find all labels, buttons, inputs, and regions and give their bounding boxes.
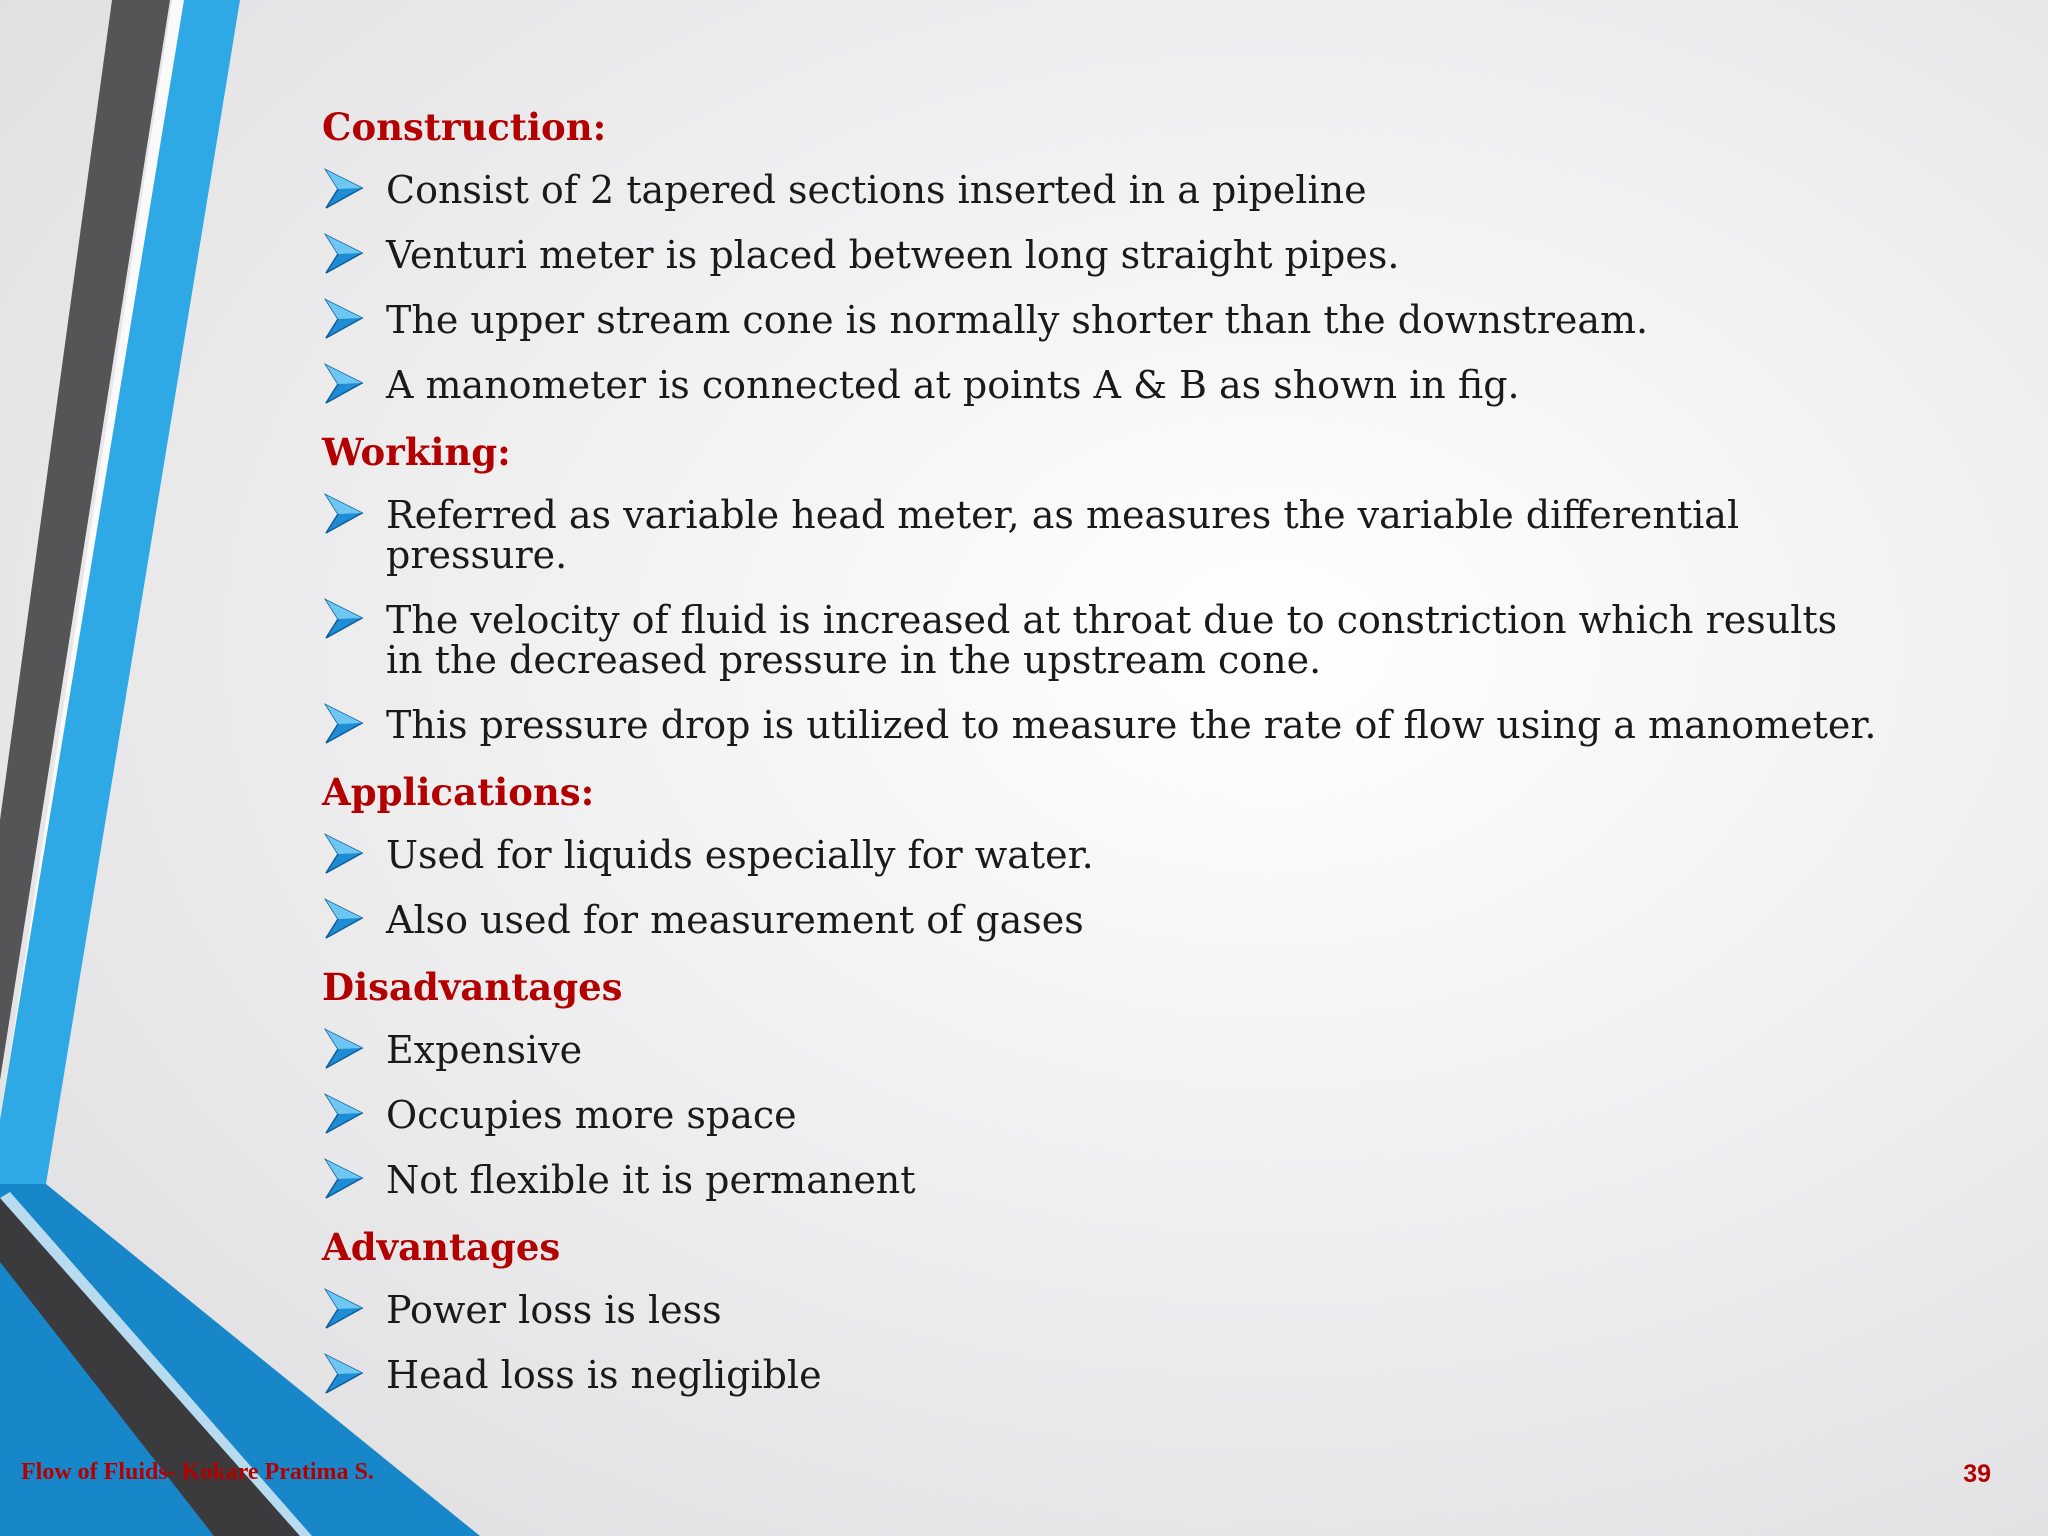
bullet-text: This pressure drop is utilized to measure the rate of flow using a manometer. (386, 703, 1877, 747)
arrow-bullet-icon (324, 298, 364, 340)
bullet-item (322, 490, 1882, 584)
bullet-item (322, 595, 1882, 689)
bullet-item (322, 1285, 1882, 1339)
arrow-bullet-icon (324, 168, 364, 210)
bullet-item (322, 830, 1882, 884)
section-heading: Applications: (322, 770, 595, 814)
bullet-text: Occupies more space (386, 1093, 797, 1137)
section-heading: Disadvantages (322, 965, 623, 1009)
bullet-text: Not flexible it is permanent (386, 1158, 916, 1202)
bullet-text: Consist of 2 tapered sections inserted in a pipeline (386, 168, 1367, 212)
section-heading: Working: (322, 430, 511, 474)
bullet-text: Head loss is negligible (386, 1353, 822, 1397)
arrow-bullet-icon (324, 1288, 364, 1330)
arrow-bullet-icon (324, 703, 364, 745)
bullet-text: Referred as variable head meter, as measures the variable differential pressure. (386, 493, 1740, 577)
bullet-item (322, 895, 1882, 949)
bullet-text: Power loss is less (386, 1288, 722, 1332)
bullet-item (322, 165, 1882, 219)
bullet-item (322, 360, 1882, 414)
bullet-item (322, 1155, 1882, 1209)
bullet-text: Used for liquids especially for water. (386, 833, 1094, 877)
arrow-bullet-icon (324, 363, 364, 405)
bullet-item (322, 295, 1882, 349)
bullet-item (322, 700, 1882, 754)
arrow-bullet-icon (324, 1158, 364, 1200)
arrow-bullet-icon (324, 493, 364, 535)
bullet-text: Venturi meter is placed between long straight pipes. (386, 233, 1400, 277)
bullet-text: Also used for measurement of gases (386, 898, 1084, 942)
bullet-item (322, 1350, 1882, 1404)
section-heading: Advantages (322, 1225, 561, 1269)
bullet-item (322, 1025, 1882, 1079)
section-heading: Construction: (322, 105, 607, 149)
bullet-item (322, 230, 1882, 284)
arrow-bullet-icon (324, 833, 364, 875)
bullet-text: The upper stream cone is normally shorter than the downstream. (386, 298, 1649, 342)
arrow-bullet-icon (324, 898, 364, 940)
bullet-item (322, 1090, 1882, 1144)
slide-content (322, 100, 1882, 1415)
arrow-bullet-icon (324, 598, 364, 640)
arrow-bullet-icon (324, 1028, 364, 1070)
bullet-text: A manometer is connected at points A & B as shown in fig. (386, 363, 1520, 407)
arrow-bullet-icon (324, 1093, 364, 1135)
arrow-bullet-icon (324, 233, 364, 275)
bullet-text: Expensive (386, 1028, 583, 1072)
arrow-bullet-icon (324, 1353, 364, 1395)
page-number: 39 (1963, 1460, 1991, 1488)
bullet-text: The velocity of fluid is increased at throat due to constriction which results in the decreased pressure in the upstream cone. (386, 598, 1838, 682)
footer-text: Flow of Fluids- Kokare Pratima S. (21, 1459, 374, 1485)
